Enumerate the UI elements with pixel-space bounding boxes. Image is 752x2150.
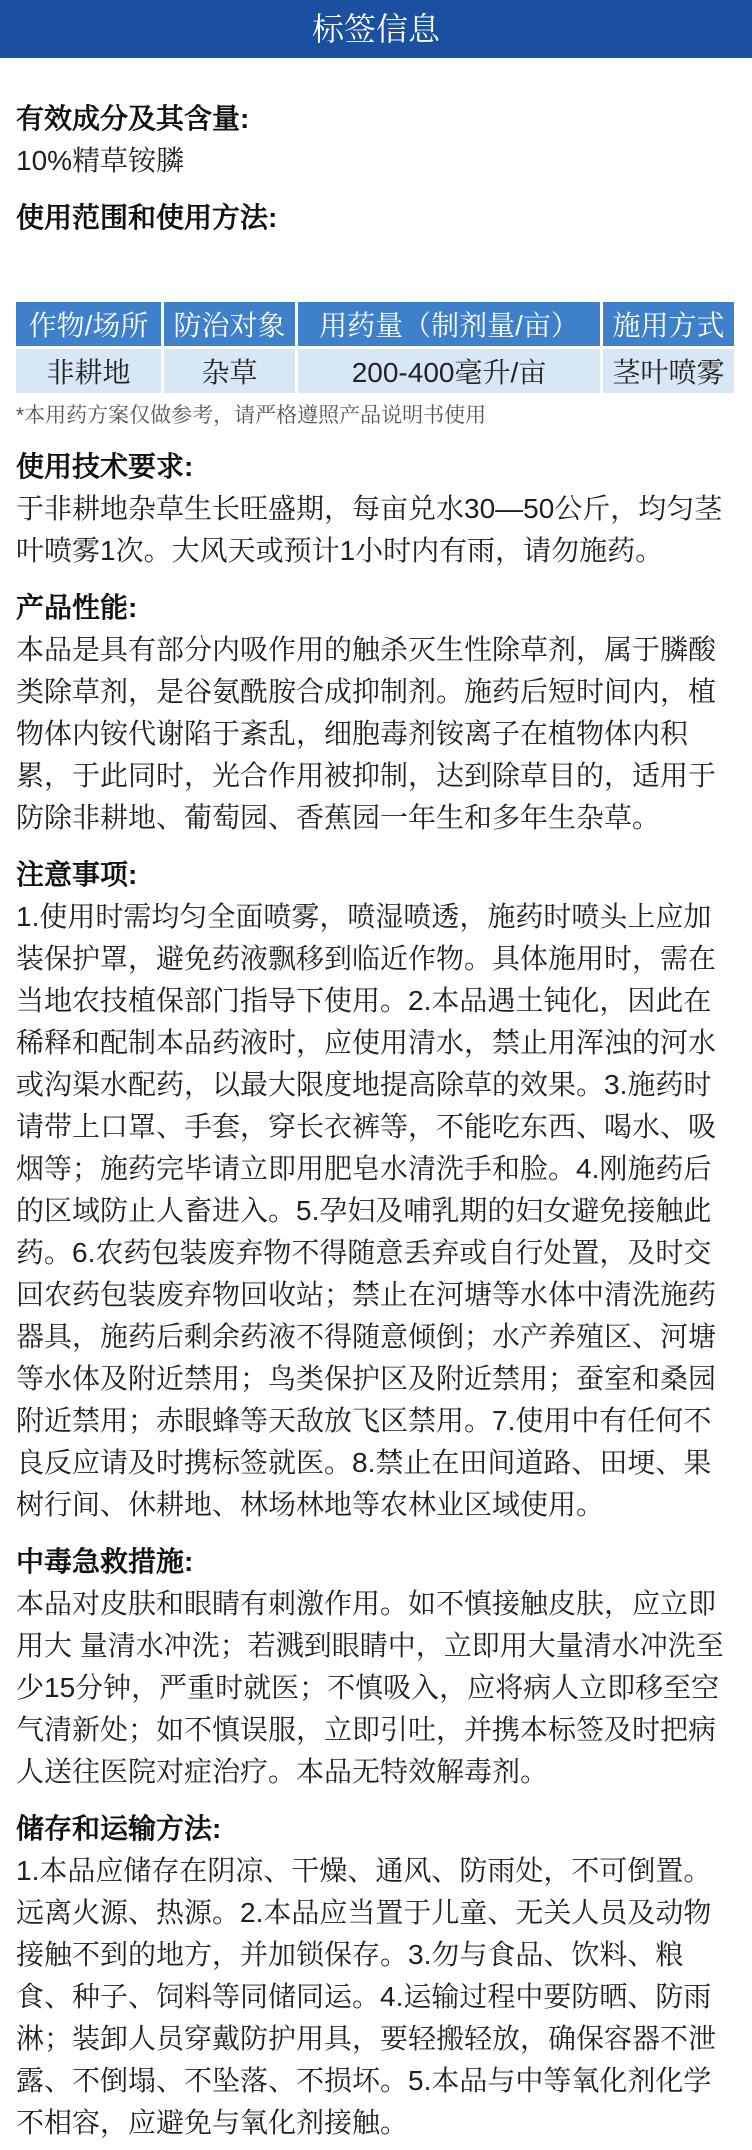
precautions-line: 装保护罩，避免药液飘移到临近作物。具体施用时，需在: [16, 943, 717, 974]
column-header-crop: 作物/场所: [16, 302, 161, 346]
active-ingredient-value: 10%精草铵膦: [16, 145, 185, 176]
performance-heading: 产品性能:: [16, 592, 138, 623]
column-header-target: 防治对象: [164, 302, 295, 346]
precautions-line: 当地农技植保部门指导下使用。2.本品遇土钝化，因此在: [16, 985, 712, 1016]
storage-line: 接触不到的地方，并加锁保存。3.勿与食品、饮料、粮: [16, 1939, 684, 1970]
technical-section: [16, 446, 734, 572]
storage-heading: 储存和运输方法:: [16, 1813, 222, 1844]
precautions-line: 烟等；施药完毕请立即用肥皂水清洗手和脸。4.刚施药后: [16, 1153, 712, 1184]
precautions-line: 或沟渠水配药，以最大限度地提高除草的效果。3.施药时: [16, 1069, 712, 1100]
usage-section: [16, 197, 734, 431]
first-aid-line: 少15分钟，严重时就医；不慎吸入，应将病人立即移至空: [16, 1672, 720, 1703]
storage-line: 露、不倒塌、不坠落、不损坏。5.本品与中等氧化剂化学: [16, 2065, 712, 2096]
precautions-line: 器具，施药后剩余药液不得随意倾倒；水产养殖区、河塘: [16, 1321, 717, 1352]
dosage-table: [13, 299, 737, 396]
usage-heading: 使用范围和使用方法:: [16, 202, 278, 233]
performance-line: 防除非耕地、葡萄园、香蕉园一年生和多年生杂草。: [16, 802, 661, 833]
precautions-line: 的区域防止人畜进入。5.孕妇及哺乳期的妇女避免接触此: [16, 1195, 712, 1226]
precautions-line: 附近禁用；赤眼蜂等天敌放飞区禁用。7.使用中有任何不: [16, 1405, 712, 1436]
first-aid-line: 本品对皮肤和眼睛有刺激作用。如不慎接触皮肤，应立即: [16, 1588, 717, 1619]
active-ingredient-heading: 有效成分及其含量:: [16, 103, 250, 134]
cell-method: 茎叶喷雾: [603, 349, 734, 393]
cell-target: 杂草: [164, 349, 295, 393]
first-aid-heading: 中毒急救措施:: [16, 1546, 194, 1577]
storage-line: 远离火源、热源。2.本品应当置于儿童、无关人员及动物: [16, 1897, 712, 1928]
technical-line: 叶喷雾1次。大风天或预计1小时内有雨，请勿施药。: [16, 535, 664, 566]
first-aid-line: 用大 量清水冲洗；若溅到眼睛中，立即用大量清水冲洗至: [16, 1630, 724, 1661]
precautions-line: 树行间、休耕地、林场林地等农林业区域使用。: [16, 1489, 605, 1520]
precautions-heading: 注意事项:: [16, 859, 138, 890]
first-aid-line: 气清新处；如不慎误服，立即引吐，并携本标签及时把病: [16, 1714, 717, 1745]
technical-heading: 使用技术要求:: [16, 451, 194, 482]
storage-section: [16, 1808, 734, 2144]
precautions-line: 请带上口罩、手套，穿长衣裤等，不能吃东西、喝水、吸: [16, 1111, 717, 1142]
table-row: [16, 349, 734, 393]
dosage-note: *本用药方案仅做参考，请严格遵照产品说明书使用: [16, 404, 487, 427]
precautions-section: [16, 854, 734, 1526]
active-ingredient-section: [16, 98, 734, 182]
page-header: [0, 0, 752, 58]
cell-dosage: 200-400毫升/亩: [298, 349, 600, 393]
precautions-line: 稀释和配制本品药液时，应使用清水，禁止用浑浊的河水: [16, 1027, 717, 1058]
technical-line: 于非耕地杂草生长旺盛期，每亩兑水30—50公斤，均匀茎: [16, 493, 723, 524]
first-aid-section: [16, 1541, 734, 1793]
column-header-method: 施用方式: [603, 302, 734, 346]
first-aid-line: 人送往医院对症治疗。本品无特效解毒剂。: [16, 1756, 549, 1787]
page-title: 标签信息: [311, 11, 440, 47]
column-header-dosage: 用药量（制剂量/亩）: [298, 302, 600, 346]
label-content: [0, 98, 752, 2144]
dosage-table-header-row: [16, 302, 734, 346]
storage-line: 食、种子、饲料等同储同运。4.运输过程中要防晒、防雨: [16, 1981, 712, 2012]
precautions-line: 良反应请及时携标签就医。8.禁止在田间道路、田埂、果: [16, 1447, 712, 1478]
precautions-line: 回农药包装废弃物回收站；禁止在河塘等水体中清洗施药: [16, 1279, 717, 1310]
storage-line: 不相容，应避免与氧化剂接触。: [16, 2107, 409, 2138]
precautions-line: 等水体及附近禁用；鸟类保护区及附近禁用；蚕室和桑园: [16, 1363, 717, 1394]
performance-line: 物体内铵代谢陷于紊乱，细胞毒剂铵离子在植物体内积: [16, 718, 689, 749]
precautions-line: 1.使用时需均匀全面喷雾，喷湿喷透，施药时喷头上应加: [16, 901, 712, 932]
storage-line: 淋；装卸人员穿戴防护用具，要轻搬轻放，确保容器不泄: [16, 2023, 717, 2054]
performance-line: 累，于此同时，光合作用被抑制，达到除草目的，适用于: [16, 760, 717, 791]
performance-line: 本品是具有部分内吸作用的触杀灭生性除草剂，属于膦酸: [16, 634, 717, 665]
cell-crop: 非耕地: [16, 349, 161, 393]
precautions-line: 药。6.农药包装废弃物不得随意丢弃或自行处置，及时交: [16, 1237, 712, 1268]
performance-line: 类除草剂，是谷氨酰胺合成抑制剂。施药后短时间内，植: [16, 676, 717, 707]
storage-line: 1.本品应储存在阴凉、干燥、通风、防雨处，不可倒置。: [16, 1855, 712, 1886]
performance-section: [16, 587, 734, 839]
